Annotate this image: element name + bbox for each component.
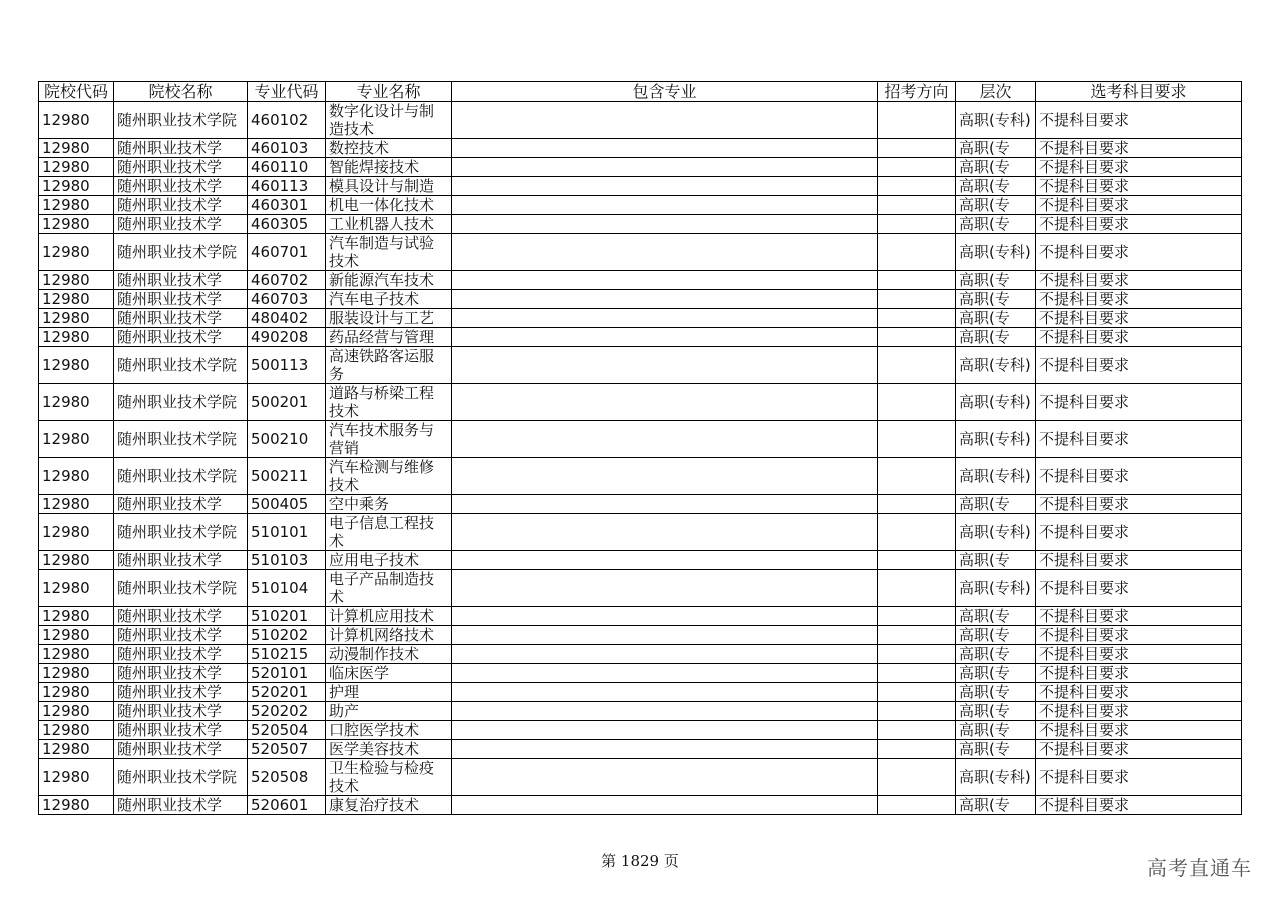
table-row: [39, 139, 1242, 158]
subject-requirement-cell: 不提科目要求: [1036, 328, 1242, 347]
table-row: [39, 309, 1242, 328]
major-code-cell: 520202: [248, 702, 326, 721]
enrollment-direction-cell: [878, 796, 956, 815]
institution-code-cell: 12980: [39, 102, 114, 139]
included-majors-cell: [452, 645, 878, 664]
institution-code-cell: 12980: [39, 328, 114, 347]
level-cell: 高职(专: [956, 290, 1036, 309]
subject-requirement-cell: 不提科目要求: [1036, 740, 1242, 759]
enrollment-direction-cell: [878, 514, 956, 551]
level-cell: 高职(专: [956, 607, 1036, 626]
subject-requirement-cell: 不提科目要求: [1036, 702, 1242, 721]
major-code-cell: 490208: [248, 328, 326, 347]
subject-requirement-cell: 不提科目要求: [1036, 458, 1242, 495]
institution-code-cell: 12980: [39, 215, 114, 234]
major-code-cell: 460110: [248, 158, 326, 177]
table-row: [39, 740, 1242, 759]
institution-code-cell: 12980: [39, 702, 114, 721]
enrollment-direction-cell: [878, 215, 956, 234]
level-cell: 高职(专科): [956, 514, 1036, 551]
major-name-cell: 电子产品制造技术: [326, 570, 452, 607]
table-row: [39, 271, 1242, 290]
included-majors-cell: [452, 271, 878, 290]
level-cell: 高职(专科): [956, 421, 1036, 458]
institution-code-cell: 12980: [39, 626, 114, 645]
major-code-cell: 520504: [248, 721, 326, 740]
subject-requirement-cell: 不提科目要求: [1036, 215, 1242, 234]
included-majors-cell: [452, 664, 878, 683]
enrollment-direction-cell: [878, 664, 956, 683]
level-cell: 高职(专: [956, 196, 1036, 215]
major-name-cell: 动漫制作技术: [326, 645, 452, 664]
major-name-cell: 工业机器人技术: [326, 215, 452, 234]
level-cell: 高职(专: [956, 721, 1036, 740]
level-cell: 高职(专: [956, 683, 1036, 702]
included-majors-cell: [452, 177, 878, 196]
institution-name-cell: 随州职业技术学: [114, 139, 248, 158]
institution-name-cell: 随州职业技术学: [114, 271, 248, 290]
level-cell: 高职(专: [956, 309, 1036, 328]
included-majors-cell: [452, 347, 878, 384]
enrollment-direction-cell: [878, 309, 956, 328]
included-majors-cell: [452, 139, 878, 158]
header-subject-requirement: 选考科目要求: [1036, 82, 1242, 102]
table-header-row: [39, 82, 1242, 102]
header-level: 层次: [956, 82, 1036, 102]
included-majors-cell: [452, 721, 878, 740]
major-name-cell: 新能源汽车技术: [326, 271, 452, 290]
subject-requirement-cell: 不提科目要求: [1036, 626, 1242, 645]
institution-code-cell: 12980: [39, 177, 114, 196]
enrollment-direction-cell: [878, 139, 956, 158]
level-cell: 高职(专科): [956, 458, 1036, 495]
enrollment-direction-cell: [878, 740, 956, 759]
table-row: [39, 328, 1242, 347]
major-code-cell: 460102: [248, 102, 326, 139]
institution-name-cell: 随州职业技术学: [114, 309, 248, 328]
major-code-cell: 510104: [248, 570, 326, 607]
institution-code-cell: 12980: [39, 570, 114, 607]
major-code-cell: 460703: [248, 290, 326, 309]
institution-code-cell: 12980: [39, 607, 114, 626]
institution-name-cell: 随州职业技术学: [114, 796, 248, 815]
major-code-cell: 460301: [248, 196, 326, 215]
subject-requirement-cell: 不提科目要求: [1036, 234, 1242, 271]
major-code-cell: 510101: [248, 514, 326, 551]
institution-name-cell: 随州职业技术学院: [114, 421, 248, 458]
subject-requirement-cell: 不提科目要求: [1036, 607, 1242, 626]
major-code-cell: 500113: [248, 347, 326, 384]
major-code-cell: 520201: [248, 683, 326, 702]
admissions-table: [38, 81, 1242, 815]
header-institution-code: 院校代码: [39, 82, 114, 102]
major-name-cell: 汽车制造与试验技术: [326, 234, 452, 271]
level-cell: 高职(专: [956, 158, 1036, 177]
subject-requirement-cell: 不提科目要求: [1036, 271, 1242, 290]
included-majors-cell: [452, 683, 878, 702]
included-majors-cell: [452, 309, 878, 328]
header-major-code: 专业代码: [248, 82, 326, 102]
table-row: [39, 102, 1242, 139]
institution-code-cell: 12980: [39, 384, 114, 421]
major-code-cell: 500211: [248, 458, 326, 495]
enrollment-direction-cell: [878, 158, 956, 177]
subject-requirement-cell: 不提科目要求: [1036, 664, 1242, 683]
enrollment-direction-cell: [878, 458, 956, 495]
subject-requirement-cell: 不提科目要求: [1036, 384, 1242, 421]
major-name-cell: 护理: [326, 683, 452, 702]
major-code-cell: 460103: [248, 139, 326, 158]
institution-name-cell: 随州职业技术学院: [114, 384, 248, 421]
enrollment-direction-cell: [878, 234, 956, 271]
table-row: [39, 702, 1242, 721]
major-code-cell: 460702: [248, 271, 326, 290]
enrollment-direction-cell: [878, 290, 956, 309]
institution-name-cell: 随州职业技术学院: [114, 458, 248, 495]
major-code-cell: 520507: [248, 740, 326, 759]
table-row: [39, 551, 1242, 570]
institution-code-cell: 12980: [39, 759, 114, 796]
major-name-cell: 卫生检验与检疫技术: [326, 759, 452, 796]
level-cell: 高职(专: [956, 551, 1036, 570]
included-majors-cell: [452, 607, 878, 626]
header-major-name: 专业名称: [326, 82, 452, 102]
subject-requirement-cell: 不提科目要求: [1036, 570, 1242, 607]
included-majors-cell: [452, 328, 878, 347]
institution-name-cell: 随州职业技术学: [114, 215, 248, 234]
institution-name-cell: 随州职业技术学: [114, 495, 248, 514]
subject-requirement-cell: 不提科目要求: [1036, 721, 1242, 740]
included-majors-cell: [452, 702, 878, 721]
table-row: [39, 158, 1242, 177]
subject-requirement-cell: 不提科目要求: [1036, 495, 1242, 514]
level-cell: 高职(专科): [956, 570, 1036, 607]
included-majors-cell: [452, 514, 878, 551]
major-code-cell: 520601: [248, 796, 326, 815]
level-cell: 高职(专: [956, 177, 1036, 196]
subject-requirement-cell: 不提科目要求: [1036, 796, 1242, 815]
enrollment-direction-cell: [878, 607, 956, 626]
institution-name-cell: 随州职业技术学: [114, 196, 248, 215]
major-name-cell: 应用电子技术: [326, 551, 452, 570]
institution-code-cell: 12980: [39, 290, 114, 309]
enrollment-direction-cell: [878, 626, 956, 645]
institution-name-cell: 随州职业技术学院: [114, 347, 248, 384]
included-majors-cell: [452, 759, 878, 796]
subject-requirement-cell: 不提科目要求: [1036, 645, 1242, 664]
subject-requirement-cell: 不提科目要求: [1036, 139, 1242, 158]
watermark-text: 高考直通车: [1147, 856, 1252, 880]
included-majors-cell: [452, 740, 878, 759]
major-code-cell: 520508: [248, 759, 326, 796]
institution-name-cell: 随州职业技术学院: [114, 234, 248, 271]
major-name-cell: 空中乘务: [326, 495, 452, 514]
enrollment-direction-cell: [878, 683, 956, 702]
institution-name-cell: 随州职业技术学: [114, 664, 248, 683]
subject-requirement-cell: 不提科目要求: [1036, 290, 1242, 309]
major-name-cell: 服装设计与工艺: [326, 309, 452, 328]
table-row: [39, 177, 1242, 196]
institution-code-cell: 12980: [39, 551, 114, 570]
enrollment-direction-cell: [878, 551, 956, 570]
included-majors-cell: [452, 570, 878, 607]
level-cell: 高职(专: [956, 271, 1036, 290]
institution-name-cell: 随州职业技术学: [114, 683, 248, 702]
included-majors-cell: [452, 626, 878, 645]
included-majors-cell: [452, 384, 878, 421]
institution-code-cell: 12980: [39, 271, 114, 290]
table-row: [39, 234, 1242, 271]
subject-requirement-cell: 不提科目要求: [1036, 551, 1242, 570]
table-row: [39, 421, 1242, 458]
table-row: [39, 458, 1242, 495]
level-cell: 高职(专: [956, 495, 1036, 514]
major-name-cell: 临床医学: [326, 664, 452, 683]
enrollment-direction-cell: [878, 702, 956, 721]
subject-requirement-cell: 不提科目要求: [1036, 177, 1242, 196]
enrollment-direction-cell: [878, 328, 956, 347]
institution-name-cell: 随州职业技术学: [114, 702, 248, 721]
enrollment-direction-cell: [878, 347, 956, 384]
institution-code-cell: 12980: [39, 683, 114, 702]
level-cell: 高职(专科): [956, 759, 1036, 796]
table-row: [39, 196, 1242, 215]
institution-name-cell: 随州职业技术学: [114, 158, 248, 177]
institution-code-cell: 12980: [39, 309, 114, 328]
table-row: [39, 796, 1242, 815]
major-code-cell: 460305: [248, 215, 326, 234]
institution-code-cell: 12980: [39, 495, 114, 514]
major-name-cell: 智能焊接技术: [326, 158, 452, 177]
level-cell: 高职(专: [956, 328, 1036, 347]
institution-code-cell: 12980: [39, 158, 114, 177]
institution-code-cell: 12980: [39, 740, 114, 759]
institution-code-cell: 12980: [39, 347, 114, 384]
included-majors-cell: [452, 158, 878, 177]
level-cell: 高职(专: [956, 702, 1036, 721]
major-name-cell: 汽车电子技术: [326, 290, 452, 309]
institution-code-cell: 12980: [39, 645, 114, 664]
major-code-cell: 510103: [248, 551, 326, 570]
table-row: [39, 683, 1242, 702]
level-cell: 高职(专科): [956, 234, 1036, 271]
included-majors-cell: [452, 290, 878, 309]
institution-code-cell: 12980: [39, 196, 114, 215]
subject-requirement-cell: 不提科目要求: [1036, 514, 1242, 551]
table-row: [39, 645, 1242, 664]
enrollment-direction-cell: [878, 271, 956, 290]
level-cell: 高职(专科): [956, 102, 1036, 139]
major-code-cell: 480402: [248, 309, 326, 328]
institution-name-cell: 随州职业技术学院: [114, 514, 248, 551]
table-row: [39, 514, 1242, 551]
table-row: [39, 347, 1242, 384]
table-row: [39, 384, 1242, 421]
included-majors-cell: [452, 796, 878, 815]
major-name-cell: 计算机应用技术: [326, 607, 452, 626]
institution-code-cell: 12980: [39, 234, 114, 271]
enrollment-direction-cell: [878, 421, 956, 458]
institution-name-cell: 随州职业技术学院: [114, 570, 248, 607]
enrollment-direction-cell: [878, 384, 956, 421]
institution-name-cell: 随州职业技术学: [114, 740, 248, 759]
major-name-cell: 模具设计与制造: [326, 177, 452, 196]
included-majors-cell: [452, 102, 878, 139]
institution-name-cell: 随州职业技术学: [114, 551, 248, 570]
subject-requirement-cell: 不提科目要求: [1036, 683, 1242, 702]
major-name-cell: 道路与桥梁工程技术: [326, 384, 452, 421]
level-cell: 高职(专: [956, 139, 1036, 158]
included-majors-cell: [452, 458, 878, 495]
subject-requirement-cell: 不提科目要求: [1036, 102, 1242, 139]
enrollment-direction-cell: [878, 102, 956, 139]
institution-code-cell: 12980: [39, 458, 114, 495]
level-cell: 高职(专: [956, 215, 1036, 234]
institution-code-cell: 12980: [39, 514, 114, 551]
included-majors-cell: [452, 215, 878, 234]
institution-code-cell: 12980: [39, 139, 114, 158]
table-row: [39, 664, 1242, 683]
included-majors-cell: [452, 234, 878, 271]
header-enrollment-direction: 招考方向: [878, 82, 956, 102]
table-row: [39, 759, 1242, 796]
institution-code-cell: 12980: [39, 721, 114, 740]
major-code-cell: 510201: [248, 607, 326, 626]
subject-requirement-cell: 不提科目要求: [1036, 347, 1242, 384]
major-code-cell: 510202: [248, 626, 326, 645]
major-name-cell: 汽车技术服务与营销: [326, 421, 452, 458]
included-majors-cell: [452, 495, 878, 514]
included-majors-cell: [452, 196, 878, 215]
header-institution-name: 院校名称: [114, 82, 248, 102]
institution-name-cell: 随州职业技术学: [114, 626, 248, 645]
header-included-majors: 包含专业: [452, 82, 878, 102]
page-number: 第 1829 页: [601, 852, 679, 870]
institution-code-cell: 12980: [39, 796, 114, 815]
major-code-cell: 500405: [248, 495, 326, 514]
major-code-cell: 500210: [248, 421, 326, 458]
table-row: [39, 290, 1242, 309]
major-code-cell: 500201: [248, 384, 326, 421]
major-name-cell: 数控技术: [326, 139, 452, 158]
enrollment-direction-cell: [878, 759, 956, 796]
table-row: [39, 607, 1242, 626]
major-name-cell: 机电一体化技术: [326, 196, 452, 215]
included-majors-cell: [452, 421, 878, 458]
level-cell: 高职(专: [956, 664, 1036, 683]
enrollment-direction-cell: [878, 177, 956, 196]
institution-code-cell: 12980: [39, 664, 114, 683]
table-row: [39, 495, 1242, 514]
major-name-cell: 数字化设计与制造技术: [326, 102, 452, 139]
level-cell: 高职(专: [956, 626, 1036, 645]
enrollment-direction-cell: [878, 196, 956, 215]
level-cell: 高职(专: [956, 796, 1036, 815]
table-row: [39, 215, 1242, 234]
subject-requirement-cell: 不提科目要求: [1036, 759, 1242, 796]
major-name-cell: 计算机网络技术: [326, 626, 452, 645]
level-cell: 高职(专: [956, 740, 1036, 759]
table-row: [39, 626, 1242, 645]
table-row: [39, 721, 1242, 740]
major-name-cell: 康复治疗技术: [326, 796, 452, 815]
enrollment-direction-cell: [878, 645, 956, 664]
level-cell: 高职(专: [956, 645, 1036, 664]
table-row: [39, 570, 1242, 607]
institution-code-cell: 12980: [39, 421, 114, 458]
major-code-cell: 520101: [248, 664, 326, 683]
major-name-cell: 高速铁路客运服务: [326, 347, 452, 384]
institution-name-cell: 随州职业技术学院: [114, 102, 248, 139]
major-name-cell: 电子信息工程技术: [326, 514, 452, 551]
subject-requirement-cell: 不提科目要求: [1036, 421, 1242, 458]
major-name-cell: 口腔医学技术: [326, 721, 452, 740]
major-name-cell: 助产: [326, 702, 452, 721]
enrollment-direction-cell: [878, 495, 956, 514]
major-code-cell: 510215: [248, 645, 326, 664]
institution-name-cell: 随州职业技术学: [114, 607, 248, 626]
institution-name-cell: 随州职业技术学院: [114, 759, 248, 796]
major-name-cell: 医学美容技术: [326, 740, 452, 759]
institution-name-cell: 随州职业技术学: [114, 177, 248, 196]
enrollment-direction-cell: [878, 570, 956, 607]
subject-requirement-cell: 不提科目要求: [1036, 309, 1242, 328]
major-code-cell: 460701: [248, 234, 326, 271]
subject-requirement-cell: 不提科目要求: [1036, 196, 1242, 215]
major-name-cell: 药品经营与管理: [326, 328, 452, 347]
level-cell: 高职(专科): [956, 347, 1036, 384]
enrollment-direction-cell: [878, 721, 956, 740]
institution-name-cell: 随州职业技术学: [114, 328, 248, 347]
major-name-cell: 汽车检测与维修技术: [326, 458, 452, 495]
included-majors-cell: [452, 551, 878, 570]
institution-name-cell: 随州职业技术学: [114, 721, 248, 740]
major-code-cell: 460113: [248, 177, 326, 196]
institution-name-cell: 随州职业技术学: [114, 645, 248, 664]
institution-name-cell: 随州职业技术学: [114, 290, 248, 309]
level-cell: 高职(专科): [956, 384, 1036, 421]
subject-requirement-cell: 不提科目要求: [1036, 158, 1242, 177]
